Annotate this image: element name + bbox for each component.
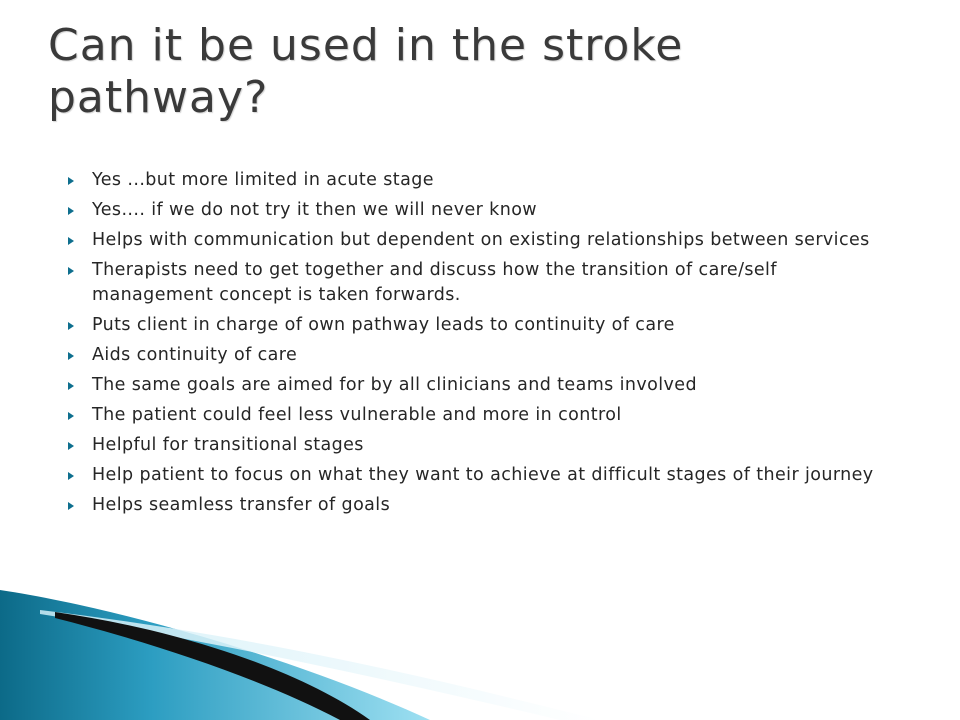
bottom-wave-decoration xyxy=(0,590,960,720)
bullet-text: Help patient to focus on what they want to achieve at difficult stages of their journey xyxy=(92,465,874,485)
triangle-bullet-icon xyxy=(68,442,74,450)
triangle-bullet-icon xyxy=(68,267,74,275)
bullet-item xyxy=(62,228,902,253)
triangle-bullet-icon xyxy=(68,472,74,480)
bullet-item xyxy=(62,258,902,308)
bullet-item xyxy=(62,373,902,398)
triangle-bullet-icon xyxy=(68,207,74,215)
bullet-text: Puts client in charge of own pathway leads to continuity of care xyxy=(92,315,675,335)
triangle-bullet-icon xyxy=(68,412,74,420)
bullet-item xyxy=(62,493,902,518)
bullet-item xyxy=(62,463,902,488)
bullet-list xyxy=(62,168,902,523)
bullet-text: The same goals are aimed for by all clinicians and teams involved xyxy=(92,375,697,395)
bullet-text: Helps seamless transfer of goals xyxy=(92,495,391,515)
bullet-text: Helps with communication but dependent on existing relationships between services xyxy=(92,230,870,250)
triangle-bullet-icon xyxy=(68,352,74,360)
bullet-item xyxy=(62,433,902,458)
bullet-item xyxy=(62,198,902,223)
bullet-text: Aids continuity of care xyxy=(92,345,298,365)
triangle-bullet-icon xyxy=(68,502,74,510)
triangle-bullet-icon xyxy=(68,237,74,245)
bullet-item xyxy=(62,403,902,428)
bullet-item xyxy=(62,343,902,368)
triangle-bullet-icon xyxy=(68,177,74,185)
bullet-text: Helpful for transitional stages xyxy=(92,435,364,455)
triangle-bullet-icon xyxy=(68,382,74,390)
slide-title: Can it be used in the stroke pathway? xyxy=(48,20,684,123)
bullet-text: Yes.... if we do not try it then we will never know xyxy=(92,200,538,220)
bullet-text: Yes ...but more limited in acute stage xyxy=(92,170,434,190)
bullet-item xyxy=(62,168,902,193)
bullet-item xyxy=(62,313,902,338)
bullet-text: The patient could feel less vulnerable and more in control xyxy=(92,405,622,425)
bullet-text: Therapists need to get together and discuss how the transition of care/self management concept is taken forwards. xyxy=(92,260,777,305)
triangle-bullet-icon xyxy=(68,322,74,330)
